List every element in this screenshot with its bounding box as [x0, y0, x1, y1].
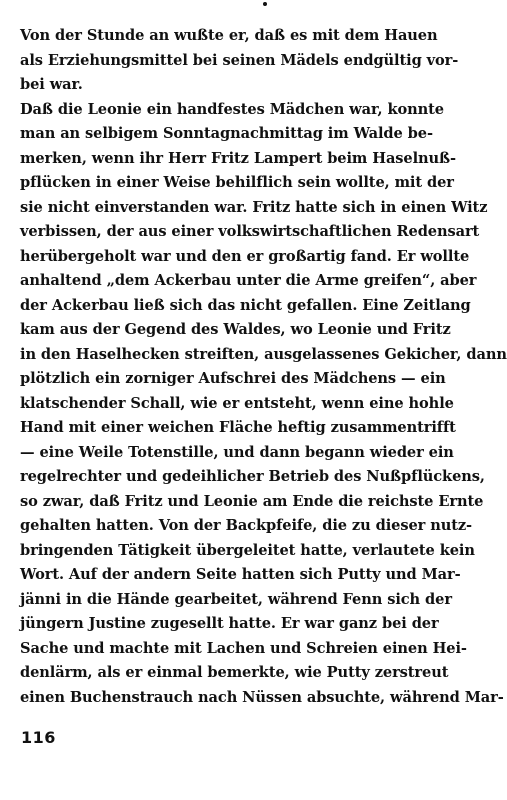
text-line: herübergeholt war und den er großartig fand. Er wollte — [20, 247, 470, 265]
text-line: kam aus der Gegend des Waldes, wo Leonie und Fritz — [20, 321, 451, 338]
text-line: — eine Weile Totenstille, und dann begann wieder ein — [20, 443, 454, 461]
text-line: Von der Stunde an wußte er, daß es mit dem Hauen — [20, 27, 438, 44]
text-line: bringenden Tätigkeit übergeleitet hatte, verlautete kein — [20, 541, 475, 559]
text-line: der Ackerbau ließ sich das nicht gefallen. Eine Zeitlang — [20, 296, 471, 314]
text-line: Sache und machte mit Lachen und Schreien einen Hei- — [20, 639, 467, 657]
text-line: jüngern Justine zugesellt hatte. Er war ganz bei der — [20, 615, 439, 632]
text-line: merken, wenn ihr Herr Fritz Lampert beim Haselnuß- — [20, 149, 457, 167]
text-line: pflücken in einer Weise behilflich sein wollte, mit der — [20, 174, 454, 191]
text-line: anhaltend „dem Ackerbau unter die Arme greifen“, aber — [20, 272, 477, 289]
page-number: 116 — [21, 728, 56, 747]
text-line: als Erziehungsmittel bei seinen Mädels endgültig vor- — [20, 51, 459, 69]
text-line: klatschender Schall, wie er entsteht, wenn eine hohle — [20, 394, 454, 412]
text-line: regelrechter und gedeihlicher Betrieb des Nußpflückens, — [20, 468, 485, 485]
text-line: Daß die Leonie ein handfestes Mädchen war, konnte — [20, 100, 444, 118]
text-line: jänni in die Hände gearbeitet, während Fenn sich der — [20, 590, 452, 608]
text-line: Hand mit einer weichen Fläche heftig zusammentrifft — [20, 419, 456, 436]
text-line: einen Buchenstrauch nach Nüssen absuchte, während Mar- — [20, 688, 504, 706]
text-line: sie nicht einverstanden war. Fritz hatte sich in einen Witz — [20, 198, 488, 216]
ink-dot — [263, 2, 267, 6]
text-line: gehalten hatten. Von der Backpfeife, die zu dieser nutz- — [20, 517, 473, 534]
text-line: so zwar, daß Fritz und Leonie am Ende die reichste Ernte — [20, 492, 484, 510]
text-line: verbissen, der aus einer volkswirtschaftlichen Redensart — [20, 223, 480, 240]
text-line: Wort. Auf der andern Seite hatten sich Putty und Mar- — [20, 566, 461, 583]
text-line: man an selbigem Sonntagnachmittag im Walde be- — [20, 125, 433, 142]
body-text — [20, 24, 507, 710]
text-line: in den Haselhecken streiften, ausgelassenes Gekicher, dann — [20, 345, 507, 363]
text-line: denlärm, als er einmal bemerkte, wie Putty zerstreut — [20, 664, 449, 681]
text-line: plötzlich ein zorniger Aufschrei des Mädchens — ein — [20, 370, 446, 387]
text-line: bei war. — [20, 76, 83, 93]
